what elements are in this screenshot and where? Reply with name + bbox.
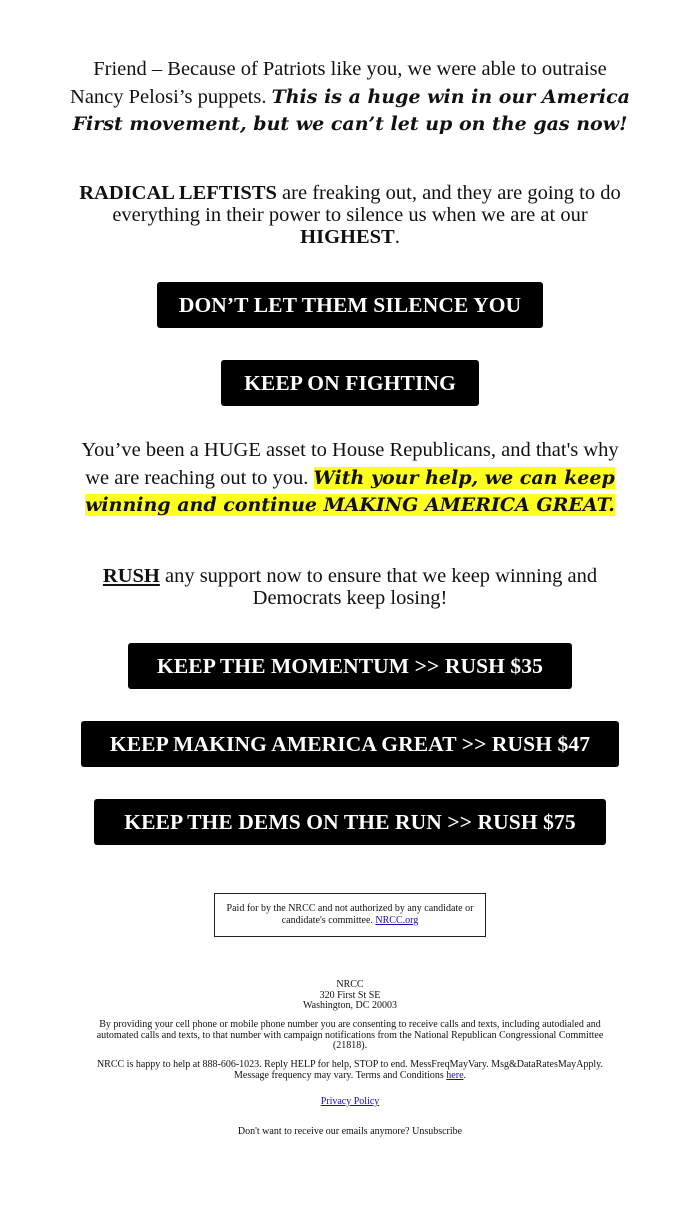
asset-paragraph (70, 437, 630, 520)
footer-address (90, 980, 610, 1012)
footer-org: NRCC (336, 979, 364, 990)
footer-help-end: . (463, 1069, 467, 1081)
rush-paragraph (70, 565, 630, 609)
footer-help (90, 1060, 610, 1081)
keep-on-fighting-button[interactable]: KEEP ON FIGHTING (221, 360, 479, 406)
intro-paragraph (70, 56, 630, 139)
terms-here-link[interactable]: here (446, 1069, 464, 1081)
footer-privacy (90, 1097, 610, 1108)
asset-highlight: With your help, we can keep winning and continue MAKING AMERICA GREAT. (85, 466, 615, 516)
radical-text: are freaking out, and they are going to do everything in their power to silence us when we are at our (112, 182, 621, 226)
highest-bold: HIGHEST (300, 226, 395, 248)
disclaimer-text-block (215, 903, 485, 927)
footer-consent: By providing your cell phone or mobile phone number you are consenting to receive calls and texts, including autodialed and automated calls and texts, to that number with campaign notifications from the National Republican Congressional Committee (21818). (96, 1019, 604, 1051)
rush-text: any support now to ensure that we keep winning and Democrats keep losing! (159, 565, 598, 609)
rush-75-button[interactable]: KEEP THE DEMS ON THE RUN >> RUSH $75 (94, 799, 606, 845)
dont-let-them-silence-you-button[interactable]: DON’T LET THEM SILENCE YOU (157, 282, 543, 328)
privacy-policy-link[interactable]: Privacy Policy (320, 1096, 380, 1107)
footer-unsubscribe[interactable]: Don't want to receive our emails anymore? Unsubscribe (237, 1126, 463, 1137)
intro-emphasis: This is a huge win in our America First movement, but we can’t let up on the gas now! (72, 85, 630, 135)
rush-47-button[interactable]: KEEP MAKING AMERICA GREAT >> RUSH $47 (81, 721, 619, 767)
rush-35-button[interactable]: KEEP THE MOMENTUM >> RUSH $35 (128, 643, 572, 689)
asset-text: You’ve been a HUGE asset to House Republicans, and that's why we are reaching out to you. (81, 439, 619, 489)
radical-period: . (394, 226, 400, 248)
intro-text: Friend – Because of Patriots like you, we were able to outraise Nancy Pelosi’s puppets. (70, 58, 607, 108)
disclaimer-text: Paid for by the NRCC and not authorized by any candidate or candidate's committee. (226, 903, 474, 926)
paid-for-disclaimer (214, 893, 486, 937)
radical-leftists-bold: RADICAL LEFTISTS (79, 182, 277, 204)
footer-city: Washington, DC 20003 (303, 1000, 397, 1011)
nrcc-org-link[interactable]: NRCC.org (375, 915, 419, 926)
footer-street: 320 First St SE (319, 989, 381, 1001)
rush-word: RUSH (102, 565, 160, 587)
radical-paragraph (70, 182, 630, 248)
footer-help-text: NRCC is happy to help at 888-606-1023. Reply HELP for help, STOP to end. MessFreqMayVary. Msg&DataRatesMayApply. Message frequency may vary. Terms and Conditions (96, 1059, 604, 1081)
